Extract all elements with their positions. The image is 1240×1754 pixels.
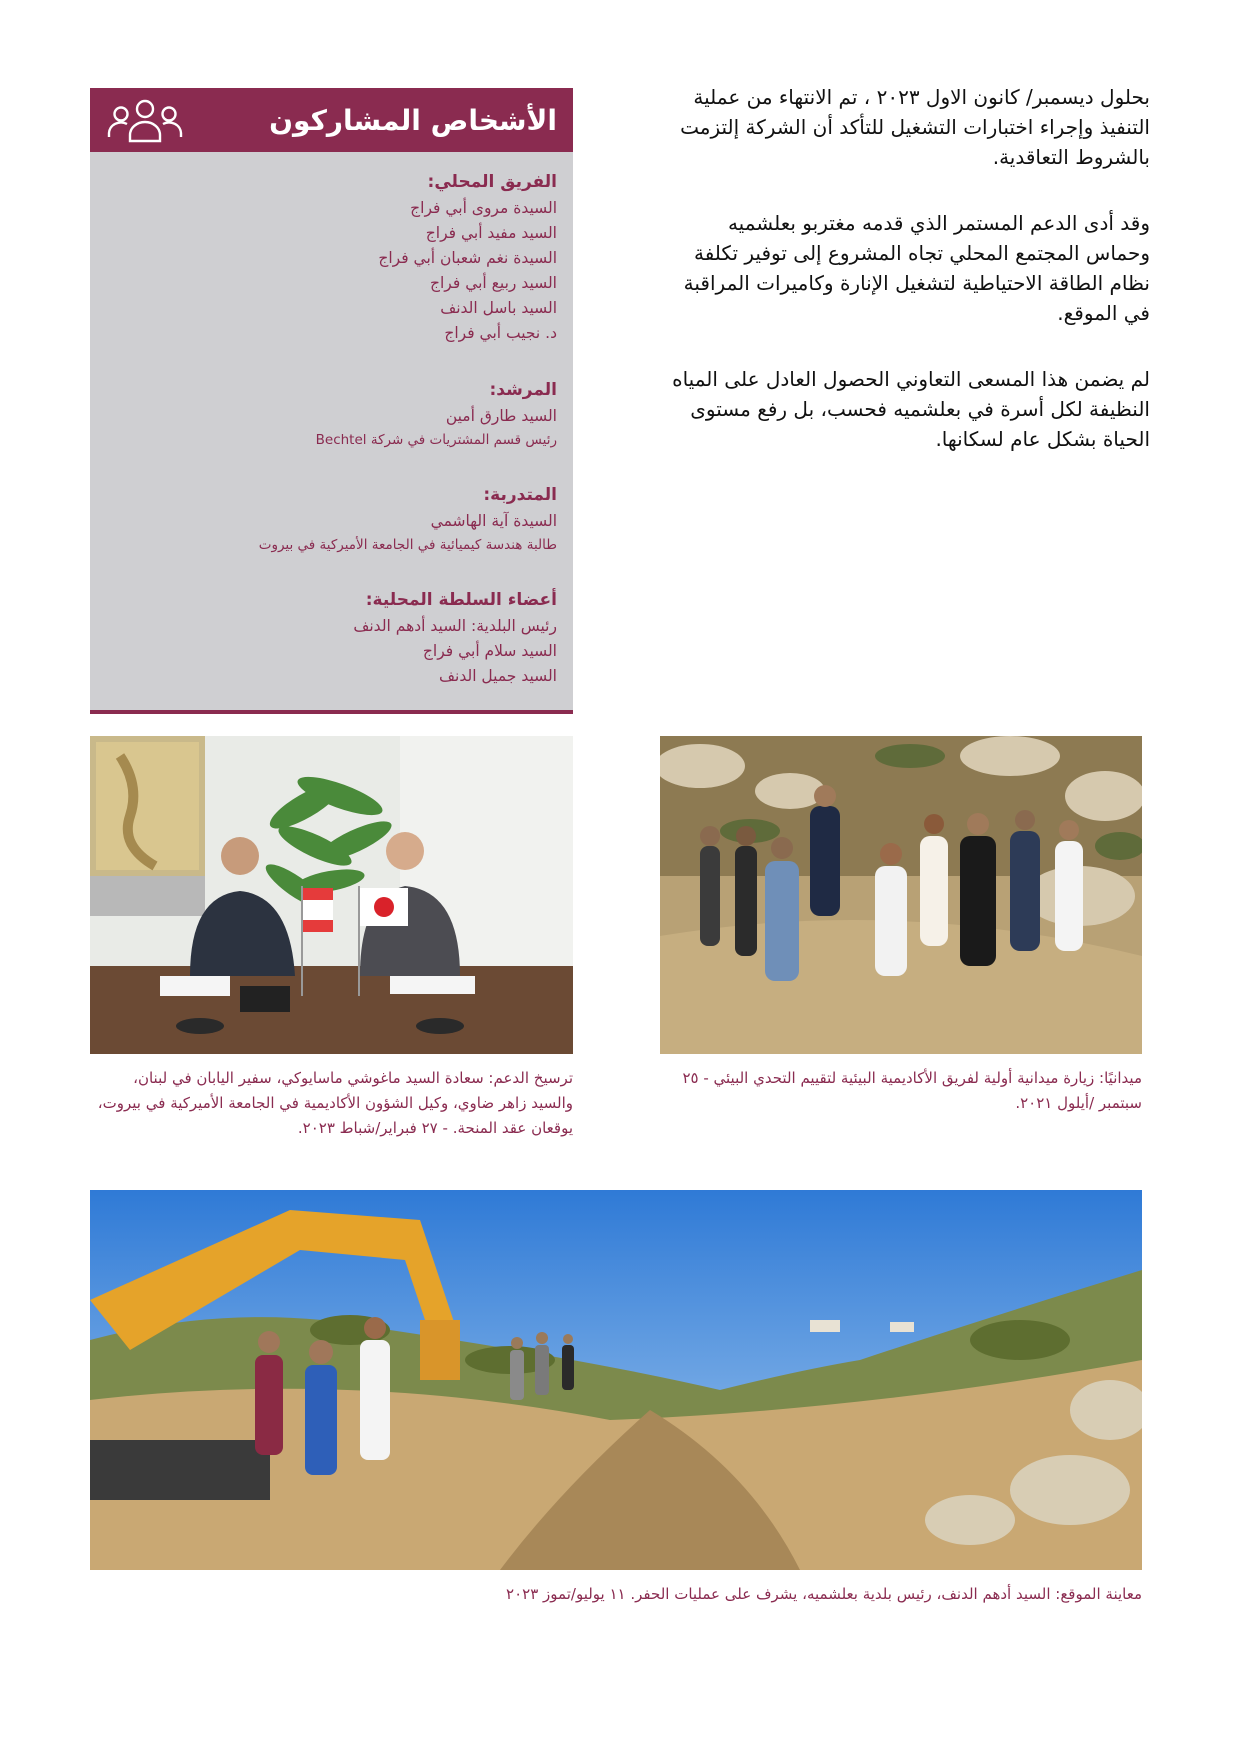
participants-box <box>90 88 573 714</box>
intern-heading: المتدربة: <box>483 485 557 505</box>
people-group-icon <box>106 97 184 143</box>
intern-name: السيدة آية الهاشمي <box>430 512 557 530</box>
list-item: السيدة مروى أبي فراج <box>410 199 557 217</box>
box-bottom-rule <box>90 710 573 714</box>
list-item: د. نجيب أبي فراج <box>444 324 557 342</box>
participants-title: الأشخاص المشاركون <box>269 103 557 137</box>
authority-section <box>106 588 557 689</box>
list-item: رئيس البلدية: السيد أدهم الدنف <box>353 617 557 635</box>
local-team-heading: الفريق المحلي: <box>427 172 557 192</box>
list-item: السيدة نغم شعبان أبي فراج <box>378 249 557 267</box>
participants-list <box>90 152 573 689</box>
list-item: السيد جميل الدنف <box>438 667 557 685</box>
paragraph-3: لم يضمن هذا المسعى التعاوني الحصول العادل على المياه النظيفة لكل أسرة في بعلشميه فحسب، بل رفع مستوى الحياة بشكل عام لسكانها. <box>672 367 1150 451</box>
signing-photo <box>90 736 573 1054</box>
authority-heading: أعضاء السلطة المحلية: <box>365 590 557 610</box>
list-item: السيد ربيع أبي فراج <box>430 274 557 292</box>
local-team-section <box>106 170 557 346</box>
mentor-section <box>106 378 557 451</box>
participants-header <box>90 88 573 152</box>
list-item: السيد مفيد أبي فراج <box>425 224 557 242</box>
list-item: السيد باسل الدنف <box>440 299 557 317</box>
field-visit-caption: ميدانيًا: زيارة ميدانية أولية لفريق الأكاديمية البيئية لتقييم التحدي البيئي - ٢٥ سبتمبر /أيلول ٢٠٢١. <box>682 1069 1142 1112</box>
list-item: السيد سلام أبي فراج <box>422 642 557 660</box>
paragraph-1: بحلول ديسمبر/ كانون الاول ٢٠٢٣ ، تم الانتهاء من عملية التنفيذ وإجراء اختبارات التشغيل للتأكد أن الشركة إلتزمت بالشروط التعاقدية. <box>680 85 1150 169</box>
mentor-heading: المرشد: <box>489 380 557 400</box>
paragraph-2: وقد أدى الدعم المستمر الذي قدمه مغتربو بعلشميه وحماس المجتمع المحلي تجاه المشروع إلى توفير تكلفة نظام الطاقة الاحتياطية لتشغيل الإنارة وكاميرات المراقبة في الموقع. <box>683 211 1150 325</box>
site-inspection-photo <box>90 1190 1142 1570</box>
intern-section <box>106 483 557 556</box>
intern-role: طالبة هندسة كيميائية في الجامعة الأميركية في بيروت <box>258 537 557 553</box>
mentor-role: رئيس قسم المشتريات في شركة Bechtel <box>315 432 557 448</box>
field-visit-photo <box>660 736 1142 1054</box>
signing-caption: ترسيخ الدعم: سعادة السيد ماغوشي ماسايوكي، سفير اليابان في لبنان، والسيد زاهر ضاوي، وكيل الشؤون الأكاديمية في الجامعة الأميركية في بيروت، يوقعان عقد المنحة. - ٢٧ فبراير/شباط ٢٠٢٣. <box>97 1069 573 1137</box>
site-inspection-caption: معاينة الموقع: السيد أدهم الدنف، رئيس بلدية بعلشميه، يشرف على عمليات الحفر. ١١ يوليو/تموز ٢٠٢٣ <box>506 1585 1142 1603</box>
mentor-name: السيد طارق أمين <box>445 407 557 425</box>
body-text-column <box>660 82 1150 490</box>
